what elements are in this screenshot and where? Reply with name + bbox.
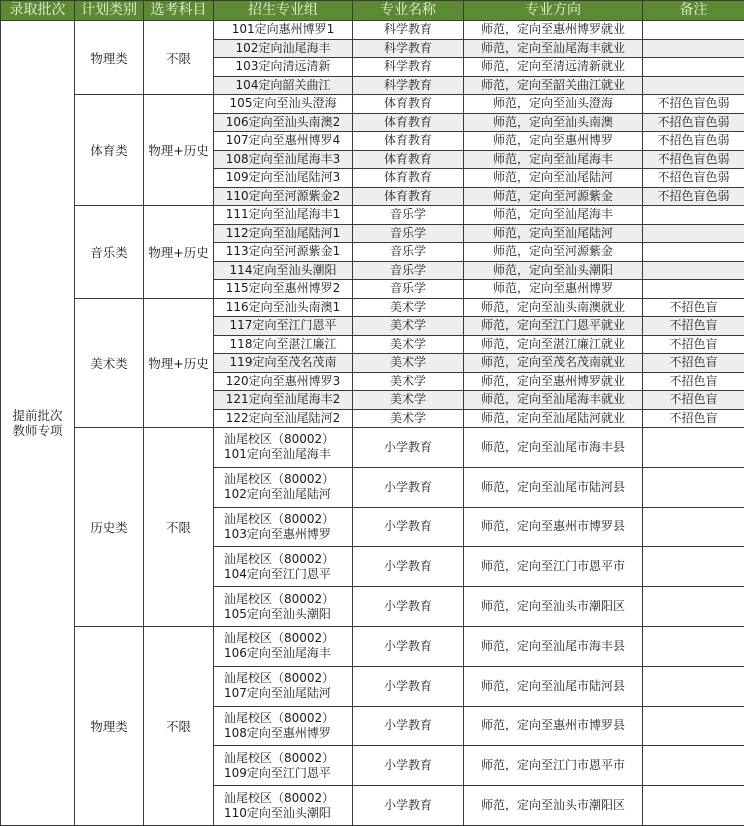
major-group-cell: 102定向汕尾海丰 (214, 39, 353, 58)
major-group-cell: 104定向韶关曲江 (214, 76, 353, 95)
note-cell: 不招色盲色弱 (643, 132, 744, 151)
campus-label: 汕尾校区（80002） (224, 512, 352, 527)
direction-cell: 师范，定向至汕尾海丰就业 (464, 391, 643, 410)
subjects-cell: 物理+历史 (144, 298, 214, 428)
direction-cell: 师范，定向至江门恩平就业 (464, 317, 643, 336)
major-group-cell: 108定向至汕尾海丰3 (214, 150, 353, 169)
direction-cell: 师范，定向至汕尾市海丰县 (464, 626, 643, 666)
header-major-group: 招生专业组 (214, 1, 353, 21)
header-category: 计划类别 (75, 1, 144, 21)
direction-cell: 师范，定向至河源紫金 (464, 243, 643, 262)
direction-cell: 师范，定向至汕尾海丰就业 (464, 39, 643, 58)
major-group-cell: 120定向至惠州博罗3 (214, 372, 353, 391)
major-name-cell: 小学教育 (353, 467, 464, 507)
subjects-cell: 物理+历史 (144, 95, 214, 206)
campus-label: 汕尾校区（80002） (224, 711, 352, 726)
group-label: 110定向至汕头潮阳 (224, 806, 352, 821)
major-name-cell: 体育教育 (353, 132, 464, 151)
major-group-cell: 103定向清远清新 (214, 58, 353, 77)
note-cell: 不招色盲色弱 (643, 95, 744, 114)
major-name-cell: 音乐学 (353, 261, 464, 280)
note-cell: 不招色盲色弱 (643, 113, 744, 132)
major-name-cell: 小学教育 (353, 587, 464, 627)
major-group-cell (214, 587, 353, 627)
major-name-cell: 小学教育 (353, 706, 464, 746)
major-name-cell: 科学教育 (353, 39, 464, 58)
note-cell (643, 507, 744, 547)
major-name-cell: 小学教育 (353, 547, 464, 587)
major-group-cell (214, 547, 353, 587)
major-name-cell: 音乐学 (353, 280, 464, 299)
major-group-cell: 118定向至湛江廉江 (214, 335, 353, 354)
note-cell: 不招色盲 (643, 298, 744, 317)
table-row (1, 21, 744, 40)
note-cell (643, 280, 744, 299)
campus-label: 汕尾校区（80002） (224, 751, 352, 766)
note-cell: 不招色盲色弱 (643, 150, 744, 169)
direction-cell: 师范，定向至惠州市博罗县 (464, 507, 643, 547)
major-name-cell: 音乐学 (353, 206, 464, 225)
subjects-cell: 不限 (144, 428, 214, 627)
header-subjects: 选考科目 (144, 1, 214, 21)
direction-cell: 师范，定向至江门市恩平市 (464, 746, 643, 786)
campus-label: 汕尾校区（80002） (224, 631, 352, 646)
group-label: 107定向至汕尾陆河 (224, 686, 352, 701)
note-cell: 不招色盲 (643, 354, 744, 373)
note-cell (643, 786, 744, 826)
major-name-cell: 小学教育 (353, 626, 464, 666)
subjects-cell: 不限 (144, 626, 214, 825)
note-cell: 不招色盲 (643, 335, 744, 354)
major-name-cell: 科学教育 (353, 76, 464, 95)
major-group-cell: 119定向至茂名茂南 (214, 354, 353, 373)
note-cell (643, 58, 744, 77)
direction-cell: 师范，定向至惠州博罗就业 (464, 372, 643, 391)
batch-line-1: 提前批次 (1, 408, 74, 423)
category-cell: 体育类 (75, 95, 144, 206)
major-group-cell: 110定向至河源紫金2 (214, 187, 353, 206)
category-cell: 音乐类 (75, 206, 144, 299)
major-name-cell: 音乐学 (353, 224, 464, 243)
direction-cell: 师范，定向至惠州市博罗县 (464, 706, 643, 746)
table-row (1, 298, 744, 317)
category-cell: 物理类 (75, 21, 144, 95)
note-cell (643, 746, 744, 786)
direction-cell: 师范，定向至惠州博罗就业 (464, 21, 643, 40)
major-group-cell (214, 467, 353, 507)
major-name-cell: 小学教育 (353, 786, 464, 826)
direction-cell: 师范，定向至汕尾陆河 (464, 224, 643, 243)
subjects-cell: 物理+历史 (144, 206, 214, 299)
direction-cell: 师范，定向至汕头南澳就业 (464, 298, 643, 317)
header-note: 备注 (643, 1, 744, 21)
group-label: 109定向至江门恩平 (224, 766, 352, 781)
direction-cell: 师范，定向至惠州博罗 (464, 132, 643, 151)
major-group-cell (214, 706, 353, 746)
group-label: 103定向至惠州博罗 (224, 527, 352, 542)
major-name-cell: 体育教育 (353, 169, 464, 188)
campus-label: 汕尾校区（80002） (224, 671, 352, 686)
group-label: 101定向至汕尾海丰 (224, 447, 352, 462)
table-body (1, 21, 744, 826)
note-cell: 不招色盲色弱 (643, 169, 744, 188)
major-group-cell: 105定向至汕头澄海 (214, 95, 353, 114)
note-cell (643, 706, 744, 746)
direction-cell: 师范，定向至汕尾市海丰县 (464, 428, 643, 468)
header-major-name: 专业名称 (353, 1, 464, 21)
note-cell: 不招色盲色弱 (643, 187, 744, 206)
major-group-cell: 112定向至汕尾陆河1 (214, 224, 353, 243)
major-group-cell: 106定向至汕头南澳2 (214, 113, 353, 132)
batch-line-2: 教师专项 (1, 423, 74, 438)
category-cell: 美术类 (75, 298, 144, 428)
group-label: 102定向至汕尾陆河 (224, 487, 352, 502)
group-label: 106定向至汕尾海丰 (224, 646, 352, 661)
table-row (1, 95, 744, 114)
major-group-cell (214, 428, 353, 468)
direction-cell: 师范，定向至汕尾陆河 (464, 169, 643, 188)
major-group-cell: 113定向至河源紫金1 (214, 243, 353, 262)
major-name-cell: 小学教育 (353, 428, 464, 468)
direction-cell: 师范，定向至河源紫金 (464, 187, 643, 206)
direction-cell: 师范，定向至清远清新就业 (464, 58, 643, 77)
campus-label: 汕尾校区（80002） (224, 592, 352, 607)
major-name-cell: 美术学 (353, 335, 464, 354)
major-name-cell: 科学教育 (353, 21, 464, 40)
major-group-cell (214, 746, 353, 786)
major-name-cell: 小学教育 (353, 666, 464, 706)
table-row (1, 626, 744, 666)
direction-cell: 师范，定向至汕尾海丰 (464, 150, 643, 169)
note-cell (643, 261, 744, 280)
note-cell (643, 547, 744, 587)
note-cell: 不招色盲 (643, 372, 744, 391)
batch-cell (1, 21, 75, 826)
major-group-cell: 116定向至汕头南澳1 (214, 298, 353, 317)
major-name-cell: 音乐学 (353, 243, 464, 262)
major-group-cell: 114定向至汕头潮阳 (214, 261, 353, 280)
major-name-cell: 科学教育 (353, 58, 464, 77)
campus-label: 汕尾校区（80002） (224, 791, 352, 806)
major-group-cell (214, 666, 353, 706)
group-label: 108定向至惠州博罗 (224, 726, 352, 741)
major-group-cell: 101定向惠州博罗1 (214, 21, 353, 40)
note-cell (643, 76, 744, 95)
note-cell: 不招色盲 (643, 409, 744, 428)
direction-cell: 师范，定向至汕尾市陆河县 (464, 467, 643, 507)
note-cell (643, 21, 744, 40)
direction-cell: 师范，定向至惠州博罗 (464, 280, 643, 299)
note-cell (643, 224, 744, 243)
major-name-cell: 小学教育 (353, 507, 464, 547)
direction-cell: 师范，定向至汕头市潮阳区 (464, 587, 643, 627)
major-group-cell (214, 626, 353, 666)
direction-cell: 师范，定向至汕头潮阳 (464, 261, 643, 280)
major-group-cell: 122定向至汕尾陆河2 (214, 409, 353, 428)
table-row (1, 428, 744, 468)
note-cell (643, 587, 744, 627)
major-name-cell: 美术学 (353, 298, 464, 317)
header-batch: 录取批次 (1, 1, 75, 21)
group-label: 105定向至汕头潮阳 (224, 607, 352, 622)
direction-cell: 师范，定向至汕头南澳 (464, 113, 643, 132)
direction-cell: 师范，定向至茂名茂南就业 (464, 354, 643, 373)
major-group-cell (214, 507, 353, 547)
major-name-cell: 美术学 (353, 317, 464, 336)
direction-cell: 师范，定向至湛江廉江就业 (464, 335, 643, 354)
note-cell (643, 467, 744, 507)
major-name-cell: 美术学 (353, 372, 464, 391)
direction-cell: 师范，定向至汕头澄海 (464, 95, 643, 114)
major-name-cell: 小学教育 (353, 746, 464, 786)
note-cell (643, 626, 744, 666)
category-cell: 历史类 (75, 428, 144, 627)
note-cell: 不招色盲 (643, 317, 744, 336)
major-name-cell: 美术学 (353, 409, 464, 428)
header-direction: 专业方向 (464, 1, 643, 21)
major-group-cell: 121定向至汕尾海丰2 (214, 391, 353, 410)
note-cell (643, 428, 744, 468)
major-group-cell: 109定向至汕尾陆河3 (214, 169, 353, 188)
major-group-cell: 117定向至江门恩平 (214, 317, 353, 336)
major-name-cell: 体育教育 (353, 187, 464, 206)
group-label: 104定向至江门恩平 (224, 567, 352, 582)
note-cell (643, 39, 744, 58)
subjects-cell: 不限 (144, 21, 214, 95)
direction-cell: 师范，定向至江门市恩平市 (464, 547, 643, 587)
note-cell: 不招色盲 (643, 391, 744, 410)
direction-cell: 师范，定向至汕尾市陆河县 (464, 666, 643, 706)
note-cell (643, 206, 744, 225)
direction-cell: 师范，定向至汕头市潮阳区 (464, 786, 643, 826)
major-name-cell: 美术学 (353, 391, 464, 410)
category-cell: 物理类 (75, 626, 144, 825)
direction-cell: 师范，定向至韶关曲江就业 (464, 76, 643, 95)
campus-label: 汕尾校区（80002） (224, 432, 352, 447)
campus-label: 汕尾校区（80002） (224, 472, 352, 487)
campus-label: 汕尾校区（80002） (224, 552, 352, 567)
note-cell (643, 666, 744, 706)
direction-cell: 师范，定向至汕尾海丰 (464, 206, 643, 225)
major-name-cell: 体育教育 (353, 150, 464, 169)
major-group-cell (214, 786, 353, 826)
major-group-cell: 115定向至惠州博罗2 (214, 280, 353, 299)
note-cell (643, 243, 744, 262)
major-group-cell: 107定向至惠州博罗4 (214, 132, 353, 151)
direction-cell: 师范，定向至汕尾陆河就业 (464, 409, 643, 428)
table-row (1, 206, 744, 225)
major-name-cell: 体育教育 (353, 95, 464, 114)
major-name-cell: 美术学 (353, 354, 464, 373)
major-group-cell: 111定向至汕尾海丰1 (214, 206, 353, 225)
header-row (1, 1, 744, 21)
major-name-cell: 体育教育 (353, 113, 464, 132)
